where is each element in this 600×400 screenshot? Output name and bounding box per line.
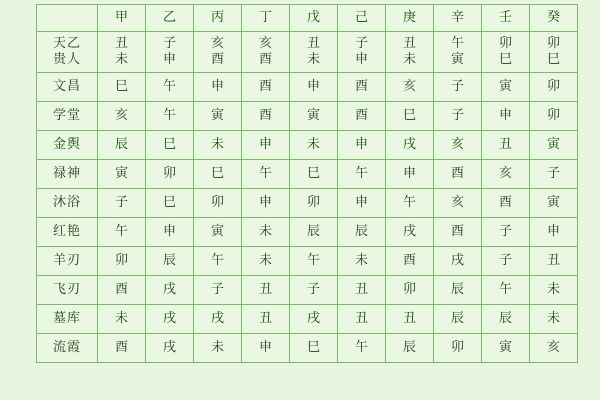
cell-value: 辰: [450, 311, 464, 327]
cell-value: 寅: [498, 79, 512, 95]
table-cell: [290, 32, 338, 73]
table-row: [37, 102, 578, 131]
table-cell: [146, 276, 194, 305]
row-label: [37, 218, 98, 247]
table-cell: [98, 305, 146, 334]
table-cell: [146, 73, 194, 102]
cell-value: 巳: [114, 79, 128, 95]
table-cell: [530, 247, 578, 276]
table-cell: [386, 305, 434, 334]
cell-value: 未: [306, 52, 320, 67]
cell-value: 戌: [162, 282, 176, 298]
cell-value: 卯: [210, 195, 224, 211]
table-cell: [482, 189, 530, 218]
row-label: [37, 73, 98, 102]
table-cell: [482, 102, 530, 131]
cell-value: 未: [402, 52, 416, 67]
cell-value: 辰: [114, 137, 128, 153]
cell-value: 申: [498, 108, 512, 124]
table-cell: [242, 276, 290, 305]
table-cell: [434, 276, 482, 305]
cell-value: 酉: [258, 108, 272, 124]
cell-value: 巳: [498, 52, 512, 67]
column-header: 壬: [482, 5, 530, 32]
cell-value: 戌: [402, 137, 416, 153]
table-cell: [338, 334, 386, 363]
row-label-line: 金舆: [52, 137, 81, 153]
row-label-line: 飞刃: [52, 282, 81, 298]
table-row: [37, 73, 578, 102]
table-cell: [338, 189, 386, 218]
table-cell: [530, 32, 578, 73]
table-cell: [386, 334, 434, 363]
cell-value: 寅: [546, 195, 560, 211]
cell-value: 申: [162, 52, 176, 67]
cell-value: 酉: [450, 166, 464, 182]
cell-value: 戌: [402, 224, 416, 240]
column-header: 癸: [530, 5, 578, 32]
cell-value: 未: [210, 137, 224, 153]
table-cell: [194, 247, 242, 276]
table-cell: [290, 276, 338, 305]
cell-value: 寅: [210, 224, 224, 240]
cell-value: 丑: [258, 311, 272, 327]
cell-value: 卯: [450, 340, 464, 356]
row-label: [37, 102, 98, 131]
table-cell: [146, 247, 194, 276]
cell-value: 巳: [306, 340, 320, 356]
row-label-line: 红艳: [52, 224, 81, 240]
table-cell: [242, 102, 290, 131]
row-label-line: 流霞: [52, 340, 81, 356]
table-cell: [338, 160, 386, 189]
cell-value: 丑: [306, 36, 320, 52]
table-cell: [242, 218, 290, 247]
cell-value: 辰: [450, 282, 464, 298]
table-cell: [290, 334, 338, 363]
cell-value: 卯: [498, 36, 512, 52]
cell-value: 申: [210, 79, 224, 95]
cell-value: 酉: [354, 79, 368, 95]
table-cell: [434, 160, 482, 189]
table-cell: [386, 131, 434, 160]
table-cell: [146, 32, 194, 73]
cell-value: 寅: [546, 137, 560, 153]
cell-value: 未: [258, 253, 272, 269]
row-label-line: 羊刃: [52, 253, 81, 269]
table-cell: [482, 247, 530, 276]
table-cell: [386, 218, 434, 247]
table-cell: [530, 102, 578, 131]
cell-value: 戌: [450, 253, 464, 269]
cell-value: 卯: [114, 253, 128, 269]
row-label: [37, 334, 98, 363]
table-cell: [146, 305, 194, 334]
cell-value: 申: [354, 137, 368, 153]
column-header: 甲: [98, 5, 146, 32]
table-cell: [98, 334, 146, 363]
table-cell: [530, 160, 578, 189]
table-cell: [386, 276, 434, 305]
table-cell: [434, 73, 482, 102]
cell-value: 酉: [258, 52, 272, 67]
cell-value: 戌: [306, 311, 320, 327]
table-cell: [386, 160, 434, 189]
table-cell: [530, 276, 578, 305]
table-cell: [482, 276, 530, 305]
cell-value: 酉: [450, 224, 464, 240]
table-cell: [338, 131, 386, 160]
table-cell: [194, 218, 242, 247]
table-cell: [194, 189, 242, 218]
row-label: [37, 247, 98, 276]
table-cell: [434, 131, 482, 160]
table-cell: [146, 160, 194, 189]
cell-value: 未: [354, 253, 368, 269]
row-label: [37, 131, 98, 160]
table-cell: [194, 334, 242, 363]
table-row: [37, 334, 578, 363]
table-row: [37, 32, 578, 73]
table-header-row: [37, 5, 578, 32]
cell-value: 戌: [162, 340, 176, 356]
table-cell: [482, 334, 530, 363]
table-cell: [338, 73, 386, 102]
cell-value: 辰: [162, 253, 176, 269]
row-label: [37, 305, 98, 334]
cell-value: 酉: [114, 340, 128, 356]
table-cell: [530, 218, 578, 247]
cell-value: 巳: [162, 137, 176, 153]
row-label-line: 墓库: [52, 311, 81, 327]
table-cell: [98, 160, 146, 189]
table-cell: [146, 131, 194, 160]
table-cell: [434, 334, 482, 363]
cell-value: 申: [258, 137, 272, 153]
row-label: [37, 189, 98, 218]
cell-value: 卯: [162, 166, 176, 182]
table-cell: [98, 189, 146, 218]
cell-value: 申: [354, 195, 368, 211]
cell-value: 子: [162, 36, 176, 52]
cell-value: 午: [354, 340, 368, 356]
table-cell: [290, 189, 338, 218]
column-header: 庚: [386, 5, 434, 32]
cell-value: 巳: [402, 108, 416, 124]
table-cell: [530, 73, 578, 102]
cell-value: 巳: [210, 166, 224, 182]
table-cell: [434, 32, 482, 73]
shensha-table: [36, 4, 578, 363]
cell-value: 卯: [546, 36, 560, 52]
cell-value: 酉: [354, 108, 368, 124]
cell-value: 寅: [306, 108, 320, 124]
cell-value: 亥: [258, 36, 272, 52]
cell-value: 申: [306, 79, 320, 95]
cell-value: 辰: [498, 311, 512, 327]
cell-value: 子: [306, 282, 320, 298]
table-cell: [242, 73, 290, 102]
cell-value: 子: [498, 224, 512, 240]
cell-value: 卯: [546, 79, 560, 95]
table-cell: [98, 131, 146, 160]
table-cell: [290, 218, 338, 247]
cell-value: 巳: [546, 52, 560, 67]
table-cell: [290, 102, 338, 131]
table-cell: [146, 334, 194, 363]
cell-value: 寅: [114, 166, 128, 182]
cell-value: 午: [306, 253, 320, 269]
table-cell: [98, 218, 146, 247]
cell-value: 亥: [546, 340, 560, 356]
cell-value: 丑: [354, 282, 368, 298]
cell-value: 巳: [306, 166, 320, 182]
cell-value: 未: [258, 224, 272, 240]
cell-value: 巳: [162, 195, 176, 211]
cell-value: 辰: [306, 224, 320, 240]
table-cell: [194, 160, 242, 189]
table-cell: [434, 247, 482, 276]
cell-value: 午: [402, 195, 416, 211]
table-cell: [338, 247, 386, 276]
table-row: [37, 305, 578, 334]
cell-value: 子: [210, 282, 224, 298]
table-row: [37, 160, 578, 189]
cell-value: 卯: [546, 108, 560, 124]
cell-value: 卯: [306, 195, 320, 211]
table-cell: [194, 276, 242, 305]
cell-value: 亥: [402, 79, 416, 95]
row-label-line: 天乙: [52, 36, 81, 52]
cell-value: 寅: [450, 52, 464, 67]
table-cell: [242, 305, 290, 334]
table-cell: [434, 305, 482, 334]
table-cell: [530, 131, 578, 160]
cell-value: 午: [258, 166, 272, 182]
row-label-line: 文昌: [52, 79, 81, 95]
table-cell: [338, 276, 386, 305]
table-cell: [242, 32, 290, 73]
cell-value: 丑: [402, 36, 416, 52]
table-cell: [98, 276, 146, 305]
table-cell: [98, 247, 146, 276]
row-label-line: 贵人: [52, 52, 81, 67]
cell-value: 午: [162, 108, 176, 124]
table-cell: [482, 131, 530, 160]
table-cell: [482, 218, 530, 247]
cell-value: 亥: [450, 137, 464, 153]
column-header: 乙: [146, 5, 194, 32]
table-cell: [242, 189, 290, 218]
table-cell: [290, 247, 338, 276]
cell-value: 申: [162, 224, 176, 240]
cell-value: 申: [402, 166, 416, 182]
table-cell: [98, 73, 146, 102]
cell-value: 酉: [498, 195, 512, 211]
row-label-line: 禄神: [52, 166, 81, 182]
cell-value: 丑: [258, 282, 272, 298]
cell-value: 丑: [546, 253, 560, 269]
table-row: [37, 131, 578, 160]
cell-value: 亥: [450, 195, 464, 211]
cell-value: 午: [354, 166, 368, 182]
table-cell: [242, 160, 290, 189]
table-cell: [530, 334, 578, 363]
cell-value: 子: [114, 195, 128, 211]
cell-value: 未: [546, 311, 560, 327]
cell-value: 戌: [162, 311, 176, 327]
table-cell: [242, 131, 290, 160]
cell-value: 丑: [498, 137, 512, 153]
table-cell: [386, 32, 434, 73]
table-cell: [434, 189, 482, 218]
table-row: [37, 218, 578, 247]
row-label: [37, 276, 98, 305]
column-header: 己: [338, 5, 386, 32]
cell-value: 戌: [210, 311, 224, 327]
row-label: [37, 32, 98, 73]
cell-value: 亥: [498, 166, 512, 182]
table-cell: [194, 73, 242, 102]
table-cell: [386, 102, 434, 131]
table-cell: [290, 131, 338, 160]
table-cell: [242, 247, 290, 276]
cell-value: 子: [450, 79, 464, 95]
table-row: [37, 189, 578, 218]
cell-value: 辰: [354, 224, 368, 240]
table-cell: [338, 305, 386, 334]
cell-value: 未: [306, 137, 320, 153]
table-body: [37, 5, 578, 363]
cell-value: 丑: [354, 311, 368, 327]
table-cell: [338, 218, 386, 247]
cell-value: 寅: [210, 108, 224, 124]
cell-value: 卯: [402, 282, 416, 298]
cell-value: 申: [546, 224, 560, 240]
column-header: 丁: [242, 5, 290, 32]
table-cell: [482, 305, 530, 334]
cell-value: 亥: [210, 36, 224, 52]
table-cell: [434, 218, 482, 247]
table-cell: [386, 247, 434, 276]
table-cell: [194, 32, 242, 73]
table-cell: [194, 102, 242, 131]
cell-value: 午: [450, 36, 464, 52]
cell-value: 酉: [258, 79, 272, 95]
cell-value: 丑: [114, 36, 128, 52]
column-header: 辛: [434, 5, 482, 32]
cell-value: 未: [210, 340, 224, 356]
table-cell: [98, 32, 146, 73]
table-cell: [290, 305, 338, 334]
table-cell: [146, 189, 194, 218]
table-cell: [194, 131, 242, 160]
cell-value: 寅: [498, 340, 512, 356]
table-row: [37, 247, 578, 276]
cell-value: 亥: [114, 108, 128, 124]
table-cell: [386, 73, 434, 102]
cell-value: 午: [210, 253, 224, 269]
table-cell: [482, 73, 530, 102]
table-cell: [434, 102, 482, 131]
cell-value: 未: [546, 282, 560, 298]
cell-value: 申: [354, 52, 368, 67]
row-label: [37, 160, 98, 189]
table-cell: [290, 160, 338, 189]
cell-value: 申: [258, 195, 272, 211]
cell-value: 子: [498, 253, 512, 269]
cell-value: 子: [450, 108, 464, 124]
table-row: [37, 276, 578, 305]
table-cell: [98, 102, 146, 131]
row-label-line: 学堂: [52, 108, 81, 124]
cell-value: 子: [546, 166, 560, 182]
cell-value: 申: [258, 340, 272, 356]
cell-value: 午: [498, 282, 512, 298]
column-header: 丙: [194, 5, 242, 32]
cell-value: 子: [354, 36, 368, 52]
table-cell: [146, 102, 194, 131]
table-cell: [146, 218, 194, 247]
cell-value: 未: [114, 52, 128, 67]
cell-value: 酉: [402, 253, 416, 269]
column-header: 戊: [290, 5, 338, 32]
table-corner-cell: [37, 5, 98, 32]
cell-value: 未: [114, 311, 128, 327]
table-cell: [194, 305, 242, 334]
row-label-line: 沐浴: [52, 195, 81, 211]
table-cell: [482, 32, 530, 73]
cell-value: 辰: [402, 340, 416, 356]
cell-value: 酉: [114, 282, 128, 298]
table-cell: [386, 189, 434, 218]
table-cell: [530, 189, 578, 218]
table-cell: [530, 305, 578, 334]
cell-value: 酉: [210, 52, 224, 67]
table-cell: [338, 32, 386, 73]
table-cell: [242, 334, 290, 363]
cell-value: 丑: [402, 311, 416, 327]
table-cell: [290, 73, 338, 102]
table-cell: [338, 102, 386, 131]
table-cell: [482, 160, 530, 189]
cell-value: 午: [114, 224, 128, 240]
cell-value: 午: [162, 79, 176, 95]
